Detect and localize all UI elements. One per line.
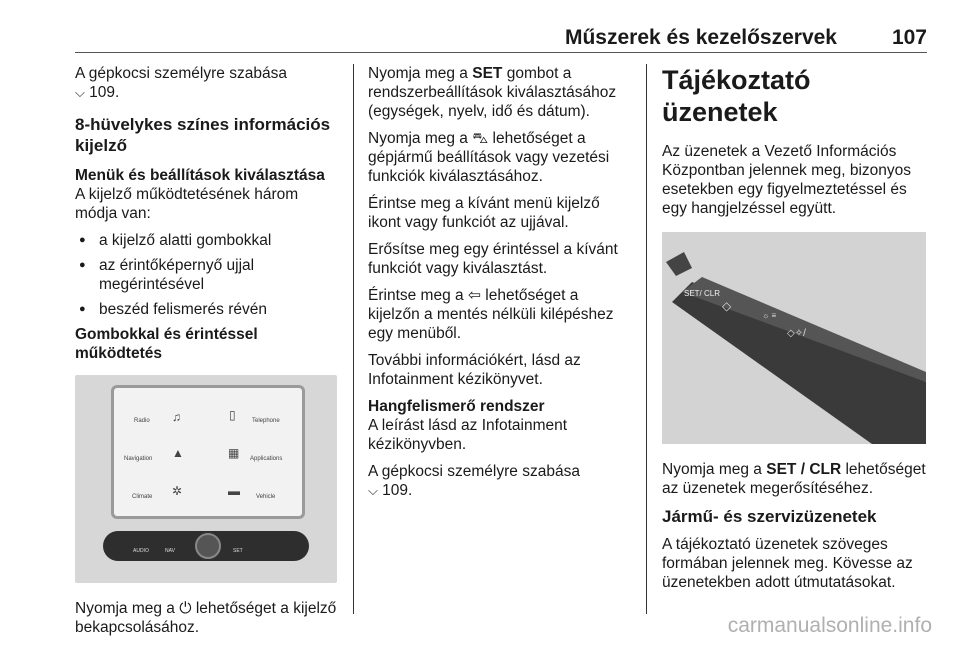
control-panel-illustration: AUDIO NAV SET bbox=[103, 531, 309, 561]
navigation-icon: ▲ bbox=[172, 446, 184, 460]
paragraph: Erősítse meg egy érintéssel a kívánt funkciót vagy kiválasztást. bbox=[368, 241, 618, 277]
music-icon: ♫ bbox=[172, 410, 181, 424]
subsection-heading: Gombokkal és érintéssel működtetés bbox=[75, 326, 258, 362]
touchscreen-illustration: Radio ♫ ▯ Telephone Navigation ▲ ▦ Applications Climate ✲ ▬ Vehicle bbox=[111, 385, 305, 519]
column-divider bbox=[353, 64, 354, 614]
page-header bbox=[75, 26, 927, 52]
section-heading: 8-hüvelykes színes információs kijelző bbox=[75, 115, 331, 155]
section-heading: Jármű- és szervizüzenetek bbox=[662, 507, 877, 526]
page-ref-arrow-icon: ⌵ bbox=[75, 85, 85, 100]
paragraph: Nyomja meg a ⛍ lehetőséget a gépjármű beállítások vagy vezetési funkciók kiválasztásához. bbox=[368, 130, 610, 185]
header-rule bbox=[75, 52, 927, 53]
display-photo bbox=[75, 375, 337, 583]
list-item: ● beszéd felismerés révén bbox=[75, 300, 343, 319]
svg-text:SET/ CLR: SET/ CLR bbox=[684, 289, 721, 298]
apps-icon: ▦ bbox=[228, 446, 240, 460]
column-left bbox=[75, 64, 343, 645]
column-divider bbox=[646, 64, 647, 614]
list-item: ● az érintőképernyő ujjal megérintésével bbox=[75, 256, 343, 294]
page-ref-link[interactable]: 109. bbox=[89, 84, 120, 101]
watermark: carmanualsonline.info bbox=[727, 614, 932, 637]
stalk-photo bbox=[662, 232, 926, 444]
column-middle bbox=[368, 64, 632, 508]
paragraph: Az üzenetek a Vezető Információs Központban jelennek meg, bizonyos esetekben egy figyelmeztetéssel és egy hangjelzéssel együtt. bbox=[662, 143, 912, 217]
power-icon: ⏻ bbox=[179, 600, 192, 617]
phone-icon: ▯ bbox=[229, 408, 236, 422]
svg-text:◇✧/: ◇✧/ bbox=[787, 328, 806, 339]
back-arrow-icon: ⇦ bbox=[467, 287, 481, 304]
stalk-illustration bbox=[662, 232, 926, 444]
bullet-list bbox=[75, 231, 343, 319]
climate-icon: ✲ bbox=[172, 484, 183, 498]
subsection-heading: Menük és beállítások kiválasztása bbox=[75, 167, 325, 184]
paragraph: Érintse meg a ⇦ lehetőséget a kijelzőn a mentés nélküli kilépéshez egy menüből. bbox=[368, 287, 614, 342]
paragraph: Érintse meg a kívánt menü kijelző ikont vagy funkciót az ujjával. bbox=[368, 195, 600, 231]
svg-text:☼ ≡: ☼ ≡ bbox=[762, 311, 777, 320]
page-ref-arrow-icon: ⌵ bbox=[368, 483, 378, 498]
subsection-heading: Hangfelismerő rendszer bbox=[368, 398, 545, 415]
power-knob bbox=[195, 533, 221, 559]
paragraph: A tájékoztató üzenetek szöveges formában jelennek meg. Kövesse az üzenetekben adott útmutatásokat. bbox=[662, 536, 913, 591]
vehicle-icon: ▬ bbox=[228, 484, 240, 498]
paragraph: A gépkocsi személyre szabása ⌵ 109. bbox=[368, 463, 580, 499]
paragraph: Nyomja meg a SET / CLR lehetőséget az üzenetek megerősítéséhez. bbox=[662, 461, 926, 497]
car-icon: ⛍ bbox=[472, 130, 489, 147]
column-right bbox=[662, 64, 928, 600]
paragraph: A leírást lásd az Infotainment kézikönyvben. bbox=[368, 417, 568, 453]
paragraph: További információkért, lásd az Infotainment kézikönyvet. bbox=[368, 352, 581, 388]
chapter-title: Műszerek és kezelőszervek bbox=[564, 26, 837, 49]
svg-text:◇: ◇ bbox=[722, 299, 732, 313]
paragraph: Nyomja meg a ⏻ lehetőséget a kijelző bekapcsolásához. bbox=[75, 600, 337, 636]
paragraph: A kijelző működtetésének három módja van: bbox=[75, 186, 299, 222]
page-ref-link[interactable]: 109. bbox=[382, 482, 413, 499]
page-number: 107 bbox=[891, 26, 927, 49]
paragraph: Nyomja meg a SET gombot a rendszerbeállítások kiválasztásához (egységek, nyelv, idő és dátum). bbox=[368, 65, 617, 120]
section-title: Tájékoztató üzenetek bbox=[662, 65, 811, 127]
list-item: ● a kijelző alatti gombokkal bbox=[75, 231, 343, 250]
paragraph: A gépkocsi személyre szabása ⌵ 109. bbox=[75, 65, 287, 101]
